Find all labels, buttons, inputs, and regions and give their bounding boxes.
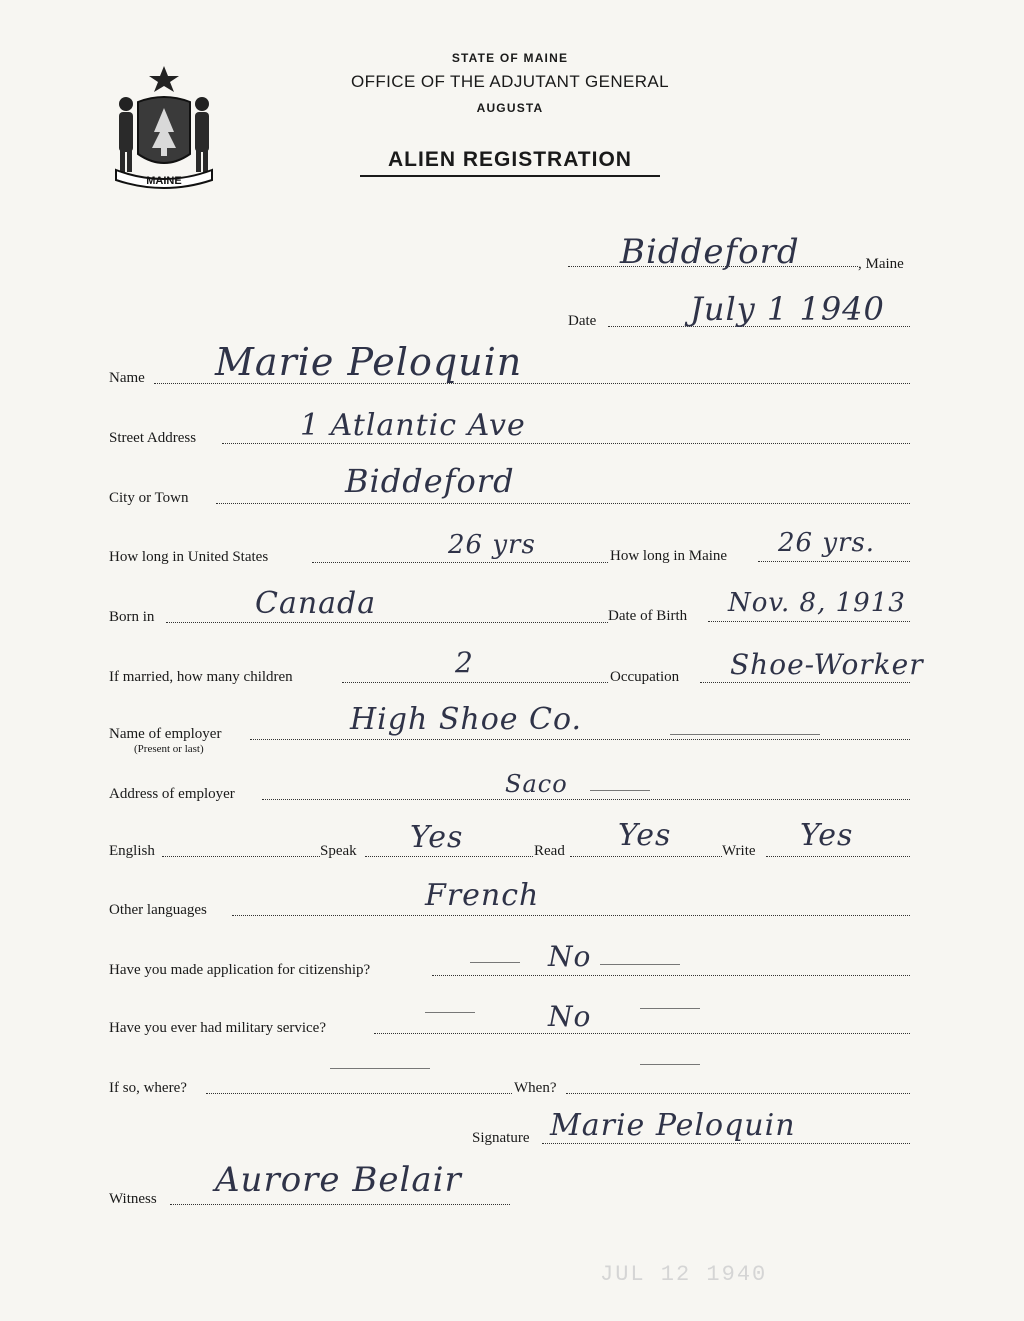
state-heading: STATE OF MAINE xyxy=(451,51,569,65)
when-line xyxy=(566,1093,910,1094)
name-value[interactable]: Marie Peloquin xyxy=(215,340,523,384)
children-line xyxy=(342,682,608,683)
dob-label: Date of Birth xyxy=(608,608,688,624)
military-dash-right xyxy=(640,1008,700,1009)
seal-text: MAINE xyxy=(146,175,182,187)
maine-state-seal xyxy=(108,62,220,192)
witness-label: Witness xyxy=(109,1191,157,1207)
occupation-value[interactable]: Shoe-Worker xyxy=(730,648,924,681)
employer-sublabel: (Present or last) xyxy=(134,743,204,755)
street-value[interactable]: 1 Atlantic Ave xyxy=(300,408,526,443)
write-value[interactable]: Yes xyxy=(800,818,854,853)
speak-label: Speak xyxy=(320,843,357,859)
speak-value[interactable]: Yes xyxy=(410,820,464,855)
citizenship-dash-left xyxy=(470,962,520,963)
us-value[interactable]: 26 yrs xyxy=(448,530,536,560)
other-languages-label: Other languages xyxy=(109,902,207,918)
military-value[interactable]: No xyxy=(548,1000,592,1033)
maine-label: How long in Maine xyxy=(610,548,728,564)
other-languages-value[interactable]: French xyxy=(425,878,540,913)
place-value[interactable]: Biddeford xyxy=(620,232,800,272)
employer-address-label: Address of employer xyxy=(109,786,235,802)
military-line xyxy=(374,1033,910,1034)
read-label: Read xyxy=(534,843,565,859)
citizenship-label: Have you made application for citizenship? xyxy=(109,962,371,978)
english-label: English xyxy=(109,843,155,859)
date-label: Date xyxy=(568,313,597,329)
occupation-label: Occupation xyxy=(610,669,680,685)
employer-label: Name of employer xyxy=(109,726,222,742)
dob-value[interactable]: Nov. 8, 1913 xyxy=(728,588,906,618)
occupation-line xyxy=(700,682,910,683)
street-line xyxy=(222,443,910,444)
when-label: When? xyxy=(514,1080,557,1096)
name-label: Name xyxy=(109,370,145,386)
witness-value[interactable]: Aurore Belair xyxy=(215,1160,462,1200)
office-heading: OFFICE OF THE ADJUTANT GENERAL xyxy=(350,72,670,91)
read-value[interactable]: Yes xyxy=(618,818,672,853)
military-label: Have you ever had military service? xyxy=(109,1020,326,1036)
employer-dash xyxy=(670,734,820,735)
employer-line xyxy=(250,739,910,740)
where-label: If so, where? xyxy=(109,1080,187,1096)
signature-line xyxy=(542,1143,910,1144)
employer-value[interactable]: High Shoe Co. xyxy=(350,702,583,737)
town-label: City or Town xyxy=(109,490,189,506)
born-label: Born in xyxy=(109,609,155,625)
speak-line xyxy=(365,856,533,857)
read-line xyxy=(570,856,722,857)
citizenship-line xyxy=(432,975,910,976)
where-dash xyxy=(330,1068,430,1069)
street-label: Street Address xyxy=(109,430,197,446)
employer-address-line xyxy=(262,799,910,800)
signature-label: Signature xyxy=(472,1130,530,1146)
received-stamp: JUL 12 1940 xyxy=(600,1262,768,1287)
witness-line xyxy=(170,1204,510,1205)
town-line xyxy=(216,503,910,504)
write-line xyxy=(766,856,910,857)
us-label: How long in United States xyxy=(109,549,269,565)
born-line xyxy=(166,622,608,623)
born-value[interactable]: Canada xyxy=(255,586,377,621)
other-languages-line xyxy=(232,915,910,916)
us-line xyxy=(312,562,608,563)
date-value[interactable]: July 1 1940 xyxy=(690,290,885,328)
write-label: Write xyxy=(722,843,756,859)
signature-value[interactable]: Marie Peloquin xyxy=(550,1108,796,1143)
employer-address-dash xyxy=(590,790,650,791)
children-value[interactable]: 2 xyxy=(455,646,474,679)
when-dash xyxy=(640,1064,700,1065)
children-label: If married, how many children xyxy=(109,669,293,685)
maine-line xyxy=(758,561,910,562)
military-dash-left xyxy=(425,1012,475,1013)
form-title: ALIEN REGISTRATION xyxy=(360,148,660,177)
english-line xyxy=(162,856,320,857)
town-value[interactable]: Biddeford xyxy=(345,462,515,500)
place-suffix: , Maine xyxy=(858,256,904,272)
maine-value[interactable]: 26 yrs. xyxy=(778,528,876,558)
employer-address-value[interactable]: Saco xyxy=(505,770,568,798)
city-heading: AUGUSTA xyxy=(476,101,544,115)
citizenship-value[interactable]: No xyxy=(548,940,592,973)
citizenship-dash-right xyxy=(600,964,680,965)
where-line xyxy=(206,1093,512,1094)
dob-line xyxy=(708,621,910,622)
